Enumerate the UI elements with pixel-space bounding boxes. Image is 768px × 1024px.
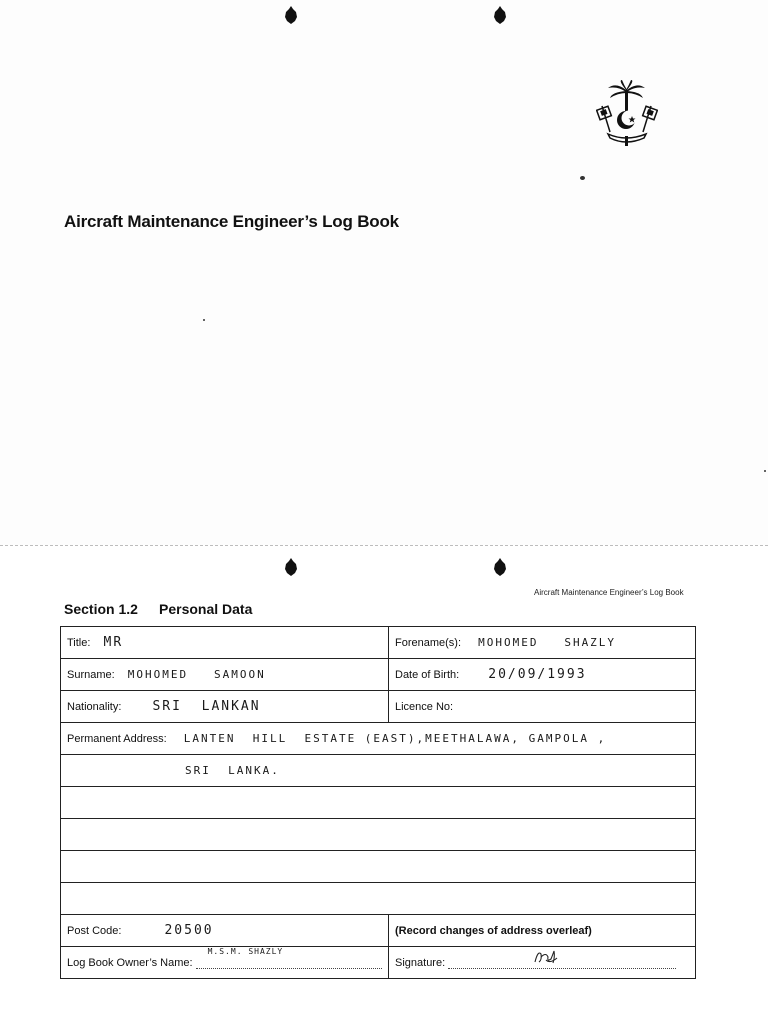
owner-name-label: Log Book Owner’s Name: bbox=[67, 957, 193, 969]
forenames-label: Forename(s): bbox=[395, 637, 462, 649]
form-row bbox=[61, 851, 696, 883]
title-field[interactable] bbox=[61, 627, 389, 659]
ink-speck bbox=[580, 176, 585, 180]
surname-label: Surname: bbox=[67, 669, 115, 681]
form-row bbox=[61, 947, 696, 979]
licence-number-field[interactable] bbox=[389, 691, 696, 723]
nationality-label: Nationality: bbox=[67, 701, 122, 713]
form-row bbox=[61, 627, 696, 659]
owner-name-value: M.S.M. SHAZLY bbox=[207, 947, 284, 956]
form-row bbox=[61, 659, 696, 691]
post-code-value: 20500 bbox=[164, 923, 214, 938]
section-number: Section 1.2 bbox=[64, 601, 138, 617]
owner-name-field[interactable] bbox=[61, 947, 389, 979]
date-of-birth-field[interactable] bbox=[389, 659, 696, 691]
permanent-address-label: Permanent Address: bbox=[67, 733, 167, 745]
title-label: Title: bbox=[67, 637, 91, 649]
forenames-value: MOHOMED SHAZLY bbox=[478, 636, 617, 649]
running-header: Aircraft Maintenance Engineer’s Log Book bbox=[534, 588, 684, 597]
address-blank-line[interactable] bbox=[61, 851, 696, 883]
cover-title: Aircraft Maintenance Engineer’s Log Book bbox=[64, 212, 399, 231]
signature-field[interactable] bbox=[389, 947, 696, 979]
handwritten-signature-mark bbox=[532, 948, 560, 966]
owner-name-line bbox=[196, 947, 382, 969]
post-code-field[interactable] bbox=[61, 915, 389, 947]
permanent-address-line-2[interactable] bbox=[61, 755, 696, 787]
form-row bbox=[61, 723, 696, 755]
ink-speck bbox=[764, 470, 766, 472]
address-change-note: (Record changes of address overleaf) bbox=[395, 924, 592, 937]
address-note-cell bbox=[389, 915, 696, 947]
permanent-address-value-2: SRI LANKA. bbox=[185, 764, 280, 777]
ink-speck bbox=[203, 319, 205, 321]
punch-hole-icon bbox=[493, 558, 507, 576]
address-blank-line[interactable] bbox=[61, 883, 696, 915]
signature-line bbox=[448, 956, 676, 969]
punch-hole-icon bbox=[284, 558, 298, 576]
surname-value: MOHOMED SAMOON bbox=[127, 668, 266, 681]
state-emblem-icon bbox=[596, 80, 658, 148]
address-blank-line[interactable] bbox=[61, 819, 696, 851]
form-row bbox=[61, 915, 696, 947]
address-blank-line[interactable] bbox=[61, 787, 696, 819]
form-row bbox=[61, 691, 696, 723]
licence-number-label: Licence No: bbox=[395, 701, 454, 713]
punch-hole-icon bbox=[493, 6, 507, 24]
nationality-value: SRI LANKAN bbox=[152, 699, 261, 714]
form-row bbox=[61, 819, 696, 851]
personal-data-form bbox=[60, 626, 696, 979]
form-row bbox=[61, 755, 696, 787]
permanent-address-line-1[interactable] bbox=[61, 723, 696, 755]
signature-label: Signature: bbox=[395, 957, 446, 969]
form-row bbox=[61, 787, 696, 819]
forenames-field[interactable] bbox=[389, 627, 696, 659]
form-row bbox=[61, 883, 696, 915]
date-of-birth-label: Date of Birth: bbox=[395, 669, 460, 681]
surname-field[interactable] bbox=[61, 659, 389, 691]
punch-hole-icon bbox=[284, 6, 298, 24]
section-title: Personal Data bbox=[159, 601, 253, 617]
nationality-field[interactable] bbox=[61, 691, 389, 723]
date-of-birth-value: 20/09/1993 bbox=[488, 667, 587, 682]
permanent-address-value-1: LANTEN HILL ESTATE (EAST),MEETHALAWA, GAMPOLA , bbox=[183, 732, 607, 745]
title-value: MR bbox=[103, 635, 124, 650]
post-code-label: Post Code: bbox=[67, 925, 122, 937]
